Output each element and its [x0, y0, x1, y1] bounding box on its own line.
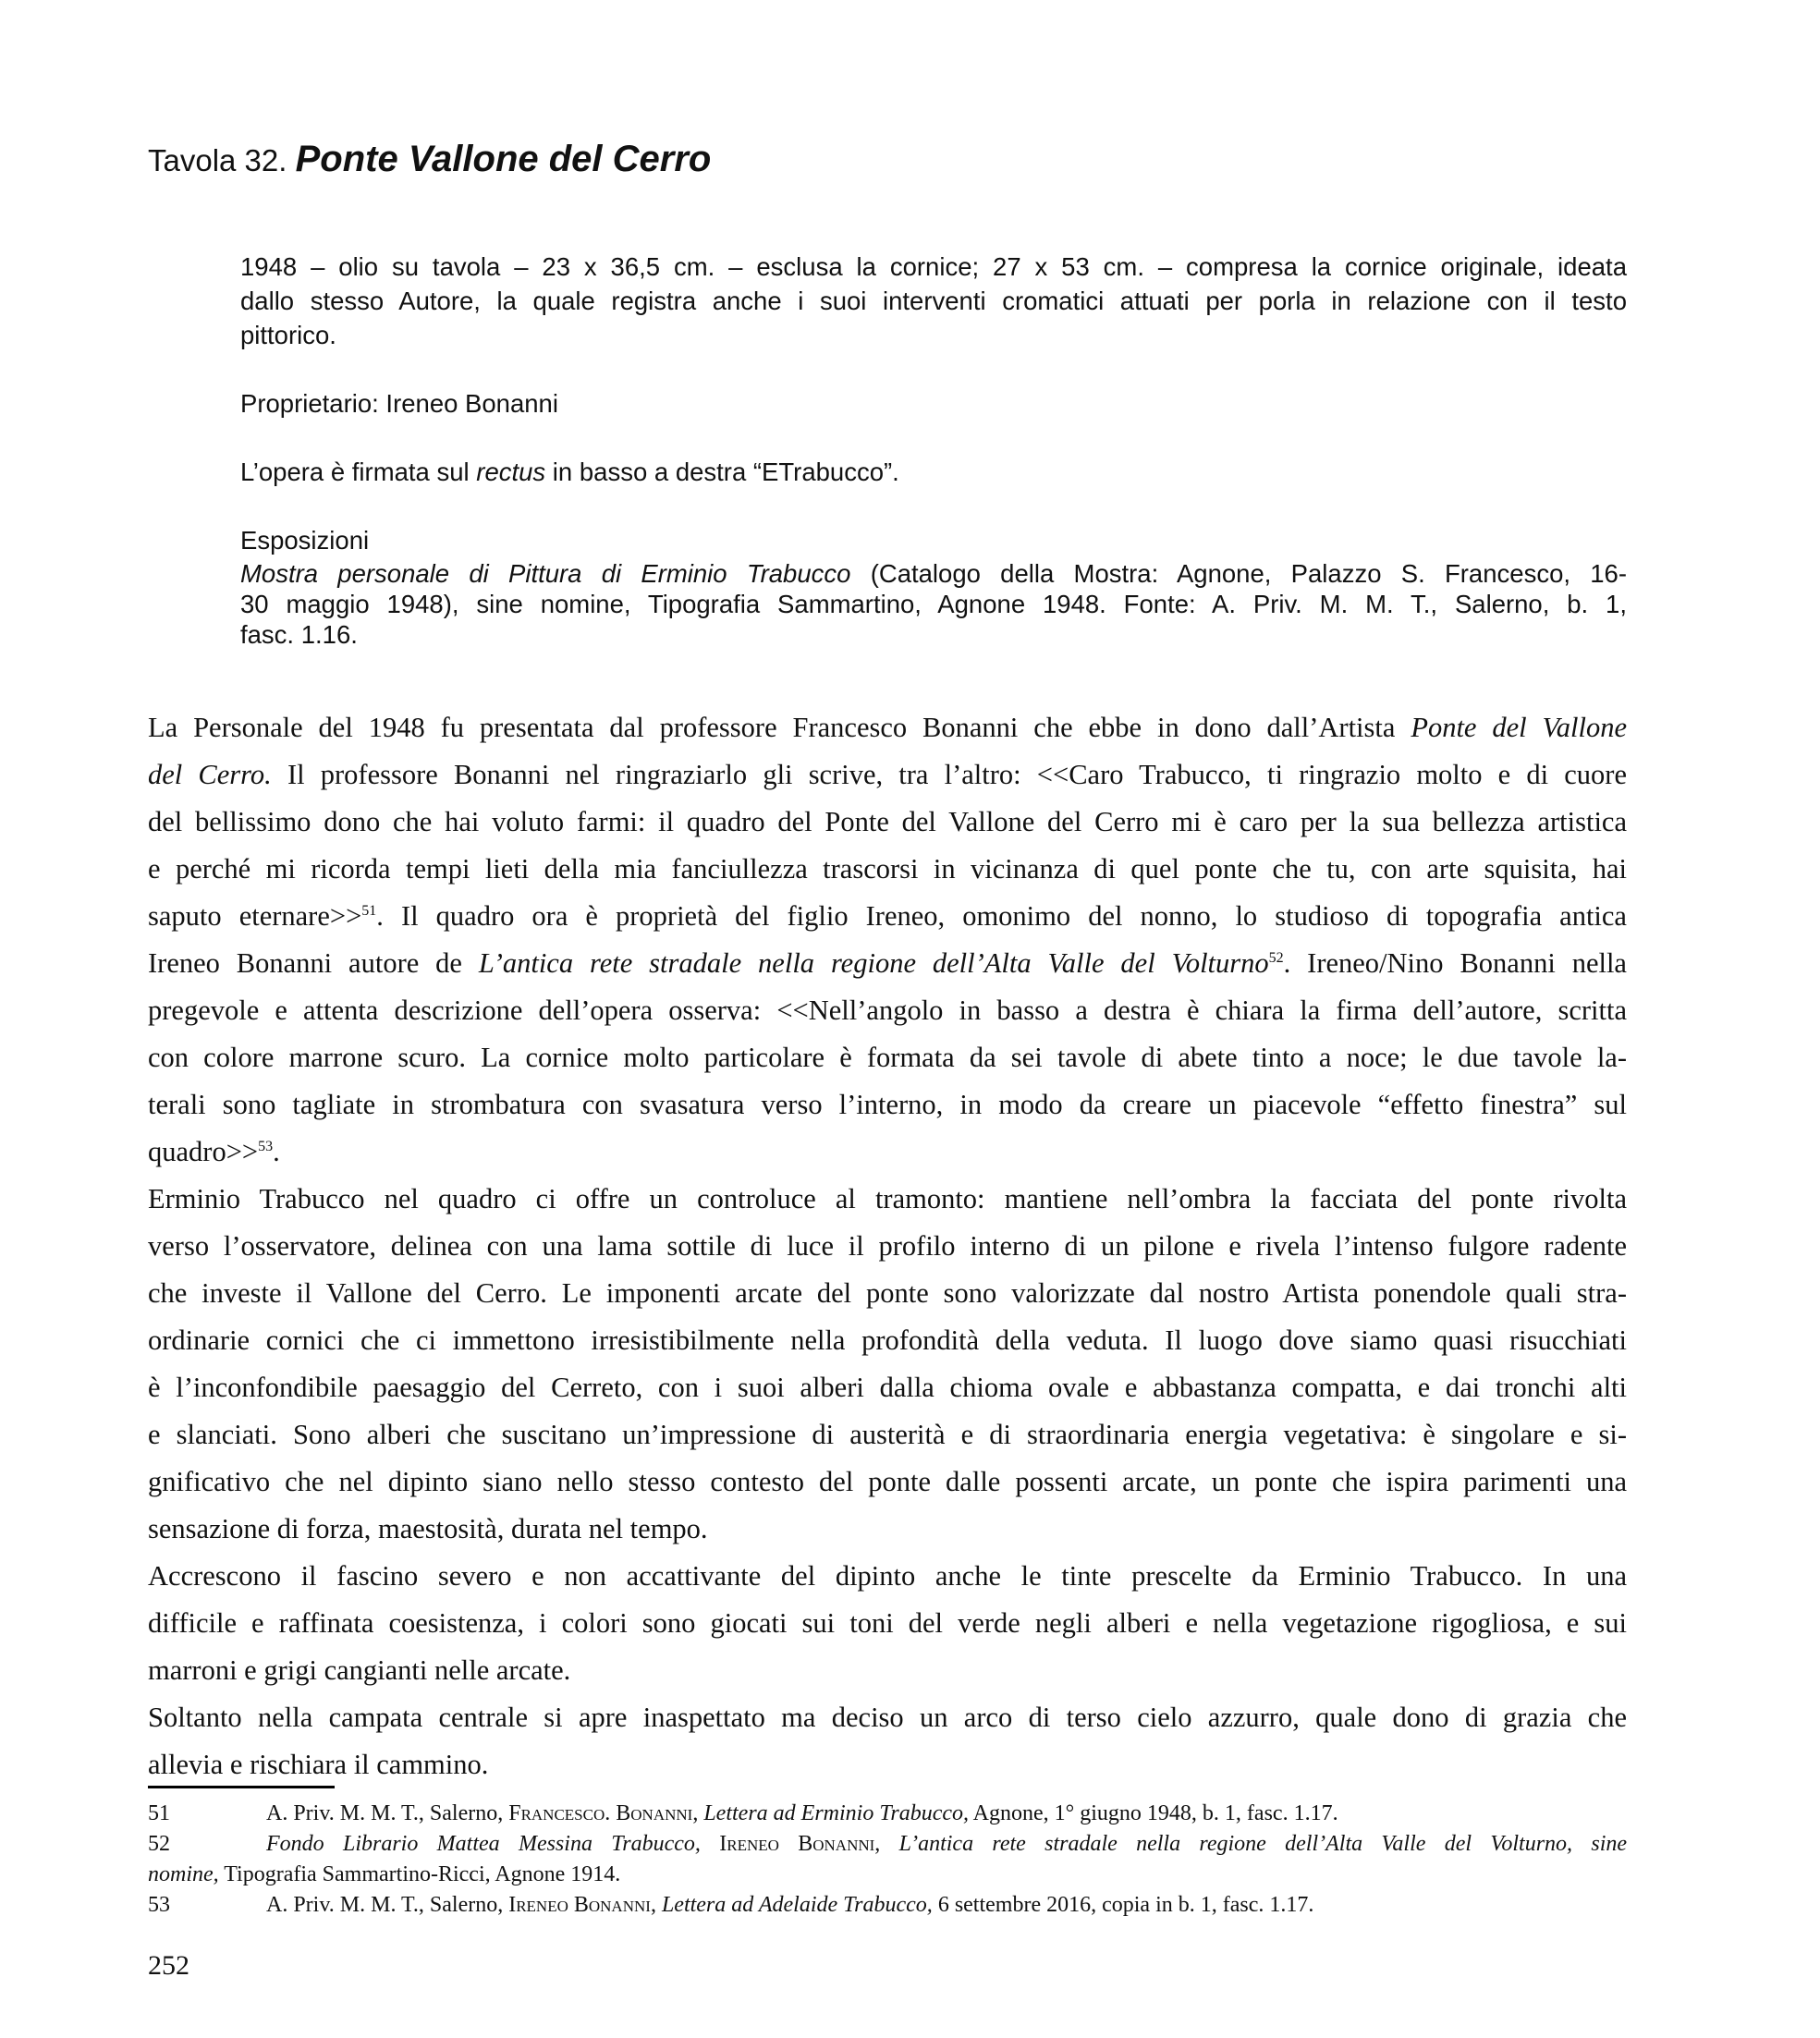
footnote-51: 51 A. Priv. M. M. T., Salerno, Francesco. Bonanni, Lettera ad Erminio Trabucco, Agnone, 1° giugno 1948, b. 1, fasc. 1.17.	[148, 1801, 1338, 1825]
plate-heading	[148, 139, 711, 180]
footnote-separator	[148, 1786, 335, 1788]
footnotes: 51 A. Priv. M. M. T., Salerno, Francesco. Bonanni, Lettera ad Erminio Trabucco, Agnone, 1° giugno 1948, b. 1, fasc. 1.17. 52 Fondo Librario Mattea Messina Trabucco, Ireneo Bonanni, L’antica rete stradale nella regione dell’Alta Valle del Volturno, sine nomine, Tipografia Sammartino-Ricci, Agnone 1914. 53 A. Priv. M. M. T., Salerno, Ireneo Bonanni, Lettera ad Adelaide Trabucco, 6 settembre 2016, copia in b. 1, fasc. 1.17.	[148, 1799, 1627, 1921]
body-text	[148, 704, 1627, 1788]
paragraph: Erminio Trabucco nel quadro ci offre un controluce al tramonto: mantiene nell’ombra la facciata del ponte rivolta verso l’osservatore, delinea con una lama sottile di luce il profilo interno di un pilone e rivela l’intenso fulgore radente che investe il Vallone del Cerro. Le imponenti arcate del ponte sono valorizzate dal nostro Artista ponendole quali stra- ordinarie cornici che ci immettono irresistibilmente nella profondità della veduta. Il luogo dove siamo quasi risucchiati è l’inconfondibile paesaggio del Cerreto, con i suoi alberi dalla chioma ovale e abbastanza compatta, e dai tronchi alti e slanciati. Sono alberi che suscitano un’impressione di austerità e di straordinaria energia vegetativa: è singolare e si- gnificativo che nel dipinto siano nello stesso contesto del ponte dalle possenti arcate, un ponte che ispira parimenti una sensazione di forza, maestosità, durata nel tempo.	[148, 1183, 1627, 1544]
signature-line: L’opera è firmata sul rectus in basso a destra “ETrabucco”.	[240, 458, 899, 486]
plate-title: Ponte Vallone del Cerro	[295, 139, 712, 179]
exhibitions-heading: Esposizioni	[240, 526, 370, 555]
details-line: dallo stesso Autore, la quale registra anche i suoi interventi cromatici attuati per porla in relazione con il testo	[240, 287, 1627, 315]
page-number: 252	[148, 1950, 189, 1981]
paragraph: La Personale del 1948 fu presentata dal professore Francesco Bonanni che ebbe in dono dall’Artista Ponte del Vallone del Cerro. Il professore Bonanni nel ringraziarlo gli scrive, tra l’altro: <<Caro Trabucco, ti ringrazio molto e di cuore del bellissimo dono che hai voluto farmi: il quadro del Ponte del Vallone del Cerro mi è caro per la sua bellezza artistica e perché mi ricorda tempi lieti della mia fanciullezza trascorsi in vicinanza di quel ponte che tu, con arte squisita, hai saputo eternare>>$^{51}$. Il quadro ora è proprietà del figlio Ireneo, omonimo del nonno, lo studioso di topografia antica Ireneo Bonanni autore de L’antica rete stradale nella regione dell’Alta Valle del Volturno$^{52}$. Ireneo/Nino Bonanni nella pregevole e attenta descrizione dell’opera osserva: <<Nell’angolo in basso a destra è chiara la firma dell’autore, scritta con colore marrone scuro. La cornice molto particolare è formata da sei tavole di abete tinto a noce; le due tavole la- terali sono tagliate in strombatura con svasatura verso l’interno, in modo da creare un piacevole “effetto finestra” sul quadro>>$^{53}$.	[148, 712, 1627, 1167]
footnote-53: 53 A. Priv. M. M. T., Salerno, Ireneo Bonanni, Lettera ad Adelaide Trabucco, 6 settembre 2016, copia in b. 1, fasc. 1.17.	[148, 1893, 1314, 1917]
plate-label: Tavola 32.	[148, 143, 287, 177]
paragraph: Accrescono il fascino severo e non accattivante del dipinto anche le tinte prescelte da Erminio Trabucco. In una difficile e raffinata coesistenza, i colori sono giocati sui toni del verde negli alberi e nella vegetazione rigogliosa, e sui marroni e grigi cangianti nelle arcate.	[148, 1560, 1627, 1686]
footnote-52: 52 Fondo Librario Mattea Messina Trabucco, Ireneo Bonanni, L’antica rete stradale nella regione dell’Alta Valle del Volturno, sine	[148, 1832, 1628, 1856]
details-line: 1948 – olio su tavola – 23 x 36,5 cm. – esclusa la cornice; 27 x 53 cm. – compresa la cornice originale, ideata	[240, 252, 1627, 281]
artwork-details	[240, 250, 1627, 352]
paragraph: Soltanto nella campata centrale si apre inaspettato ma deciso un arco di terso cielo azzurro, quale dono di grazia che allevia e rischiara il cammino.	[148, 1702, 1627, 1780]
footnote-ref: 52	[1268, 949, 1284, 966]
footnote-ref: 51	[361, 902, 377, 919]
details-line: pittorico.	[240, 321, 336, 349]
exhibition-title: Mostra personale di Pittura di Erminio Trabucco	[240, 559, 851, 588]
owner-line: Proprietario: Ireneo Bonanni	[240, 389, 558, 418]
footnote-ref: 53	[258, 1138, 274, 1154]
exhibitions-entry: Mostra personale di Pittura di Erminio Trabucco (Catalogo della Mostra: Agnone, Palazzo S. Francesco, 16- 30 maggio 1948), sine nomine, Tipografia Sammartino, Agnone 1948. Fonte: A. Priv. M. M. T., Salerno, b. 1, fasc. 1.16.	[240, 559, 1628, 649]
rectus-term: rectus	[476, 458, 546, 486]
